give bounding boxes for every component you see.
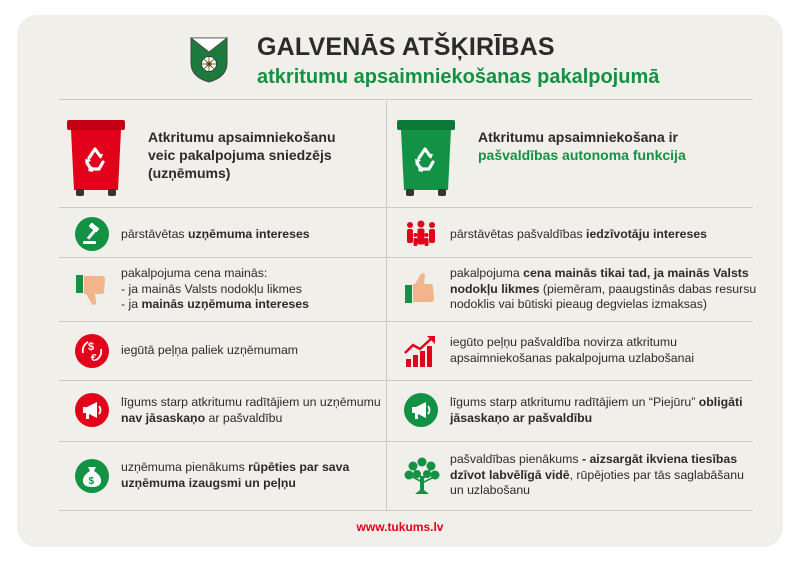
text-line: dzīvot labvēlīgā vidē, rūpējoties par tās saglabāšanu [450,467,744,482]
right-row-5-text [450,452,744,499]
left-row-3-text [121,343,298,359]
left-title-line: veic pakalpojuma sniedzējs [148,147,332,163]
right-row-2-text [450,266,756,313]
divider [59,99,753,100]
right-row-3-text [450,335,694,366]
people-icon [403,216,439,252]
text-line: iegūto peļņu pašvaldība novirza atkritumu [450,335,677,349]
green-recycle-bin-icon [396,118,456,196]
divider [59,510,753,511]
growth-chart-icon [403,333,439,369]
page-subtitle: atkritumu apsaimniekošanas pakalpojumā [257,66,660,88]
divider [59,257,753,258]
column-divider [386,101,387,511]
right-title-line: Atkritumu apsaimniekošana ir [478,129,678,145]
text-line: - ja mainās Valsts nodokļu likmes [121,281,302,296]
text-line: un uzlabošanu [450,483,530,497]
svg-text:$: $ [88,341,95,353]
text-line: - ja mainās uzņēmuma intereses [121,297,309,311]
megaphone-icon [403,392,439,428]
footer-url[interactable]: www.tukums.lv [356,520,444,534]
thumbs-down-icon [74,271,110,307]
text-line: pārstāvētas uzņēmuma intereses [121,227,310,241]
page-title: GALVENĀS ATŠĶIRĪBAS [257,33,555,61]
svg-text:€: € [91,353,97,364]
left-row-5-text [121,460,349,491]
infographic-card [17,15,783,547]
text-line: nav jāsaskaņo ar pašvaldību [121,410,283,425]
left-row-2-text [121,266,309,313]
divider [59,321,753,322]
currency-exchange-icon [74,333,110,369]
tree-icon [403,456,441,496]
right-column-title [478,128,686,164]
tukums-crest-icon [190,37,228,83]
text-line: pakalpojuma cena mainās: [121,266,268,280]
text-line: iegūtā peļņa paliek uzņēmumam [121,343,299,357]
gavel-icon [74,216,110,252]
divider [59,380,753,381]
text-line: līgums starp atkritumu radītājiem un “Piejūru” obligāti [450,395,743,409]
right-row-4-text [450,395,742,426]
text-line: jāsaskaņo ar pašvaldību [450,410,593,425]
header [17,15,783,100]
left-row-4-text [121,395,381,426]
right-row-1-text [450,227,707,243]
divider [59,441,753,442]
text-line: līgums starp atkritumu radītājiem un uzņēmumu [121,395,381,409]
divider [59,207,753,208]
text-line: nodoklis vai būtiski pieaug degvielas izmaksas) [450,297,707,311]
thumbs-up-icon [403,271,439,307]
left-row-1-text [121,227,310,243]
text-line: uzņēmuma izaugsmi un peļņu [121,475,296,490]
text-line: uzņēmuma pienākums rūpēties par sava [121,460,350,474]
text-line: pašvaldības pienākums - aizsargāt ikviena tiesības [450,452,738,466]
text-line: pakalpojuma cena mainās tikai tad, ja mainās Valsts [450,266,749,280]
right-title-highlight: pašvaldības autonoma funkcija [478,147,686,163]
red-recycle-bin-icon [66,118,126,196]
text-line: pārstāvētas pašvaldības iedzīvotāju intereses [450,227,707,241]
svg-text:$: $ [88,476,95,487]
text-line: nodokļu likmes (piemēram, paaugstinās dabas resursu [450,281,757,296]
megaphone-icon [74,392,110,428]
left-title-line: (uzņēmums) [148,165,231,181]
money-bag-icon [74,458,110,494]
text-line: apsaimniekošanas pakalpojuma uzlabošanai [450,350,695,365]
left-title-line: Atkritumu apsaimniekošanu [148,129,336,145]
left-column-title [148,128,336,182]
